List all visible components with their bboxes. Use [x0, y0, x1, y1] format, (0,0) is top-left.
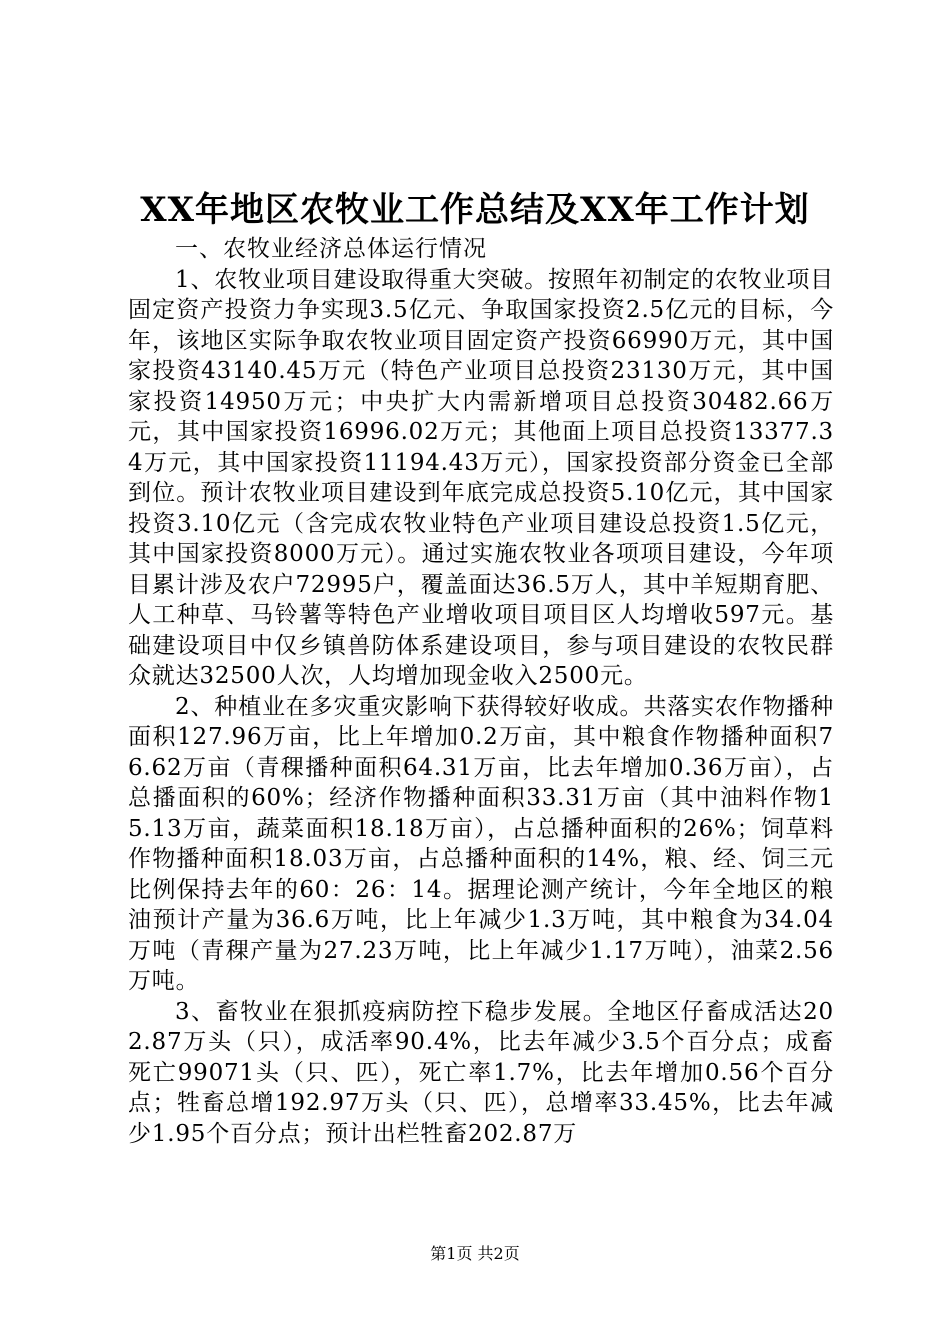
paragraph-livestock: 3、畜牧业在狠抓疫病防控下稳步发展。全地区仔畜成活达202.87万头（只），成活率90.4%，比去年减少3.5个百分点；成畜死亡99071头（只、匹），死亡率1.7%，比去年增加0.56个百分点；牲畜总增192.97万头（只、匹），总增率33.45%，比去年减少1.95个百分点；预计出栏牲畜202.87万	[128, 998, 834, 1147]
section-heading: 一、农牧业经济总体运行情况	[175, 236, 487, 262]
document-body	[128, 234, 834, 1149]
paragraph-planting: 2、种植业在多灾重灾影响下获得较好收成。共落实农作物播种面积127.96万亩，比上年增加0.2万亩，其中粮食作物播种面积76.62万亩（青稞播种面积64.31万亩，比去年增加0.36万亩），占总播面积的60%；经济作物播种面积33.31万亩（其中油料作物15.13万亩，蔬菜面积18.18万亩），占总播种面积的26%；饲草料作物播种面积18.03万亩，占总播种面积的14%，粮、经、饲三元比例保持去年的60：26：14。据理论测产统计，今年全地区的粮油预计产量为36.6万吨，比上年减少1.3万吨，其中粮食为34.04万吨（青稞产量为27.23万吨，比上年减少1.17万吨），油菜2.56万吨。	[128, 693, 834, 994]
document-title: XX年地区农牧业工作总结及XX年工作计划	[140, 190, 810, 230]
page-number-footer: 第1页 共2页	[430, 1244, 520, 1263]
paragraph-project-construction: 1、农牧业项目建设取得重大突破。按照年初制定的农牧业项目固定资产投资力争实现3.5亿元、争取国家投资2.5亿元的目标，今年，该地区实际争取农牧业项目固定资产投资66990万元，其中国家投资43140.45万元（特色产业项目总投资23130万元，其中国家投资14950万元；中央扩大内需新增项目总投资30482.66万元，其中国家投资16996.02万元；其他面上项目总投资13377.34万元，其中国家投资11194.43万元），国家投资部分资金已全部到位。预计农牧业项目建设到年底完成总投资5.10亿元，其中国家投资3.10亿元（含完成农牧业特色产业项目建设总投资1.5亿元，其中国家投资8000万元）。通过实施农牧业各项项目建设，今年项目累计涉及农户72995户，覆盖面达36.5万人，其中羊短期育肥、人工种草、马铃薯等特色产业增收项目项目区人均增收597元。基础建设项目中仅乡镇兽防体系建设项目，参与项目建设的农牧民群众就达32500人次，人均增加现金收入2500元。	[128, 266, 834, 689]
